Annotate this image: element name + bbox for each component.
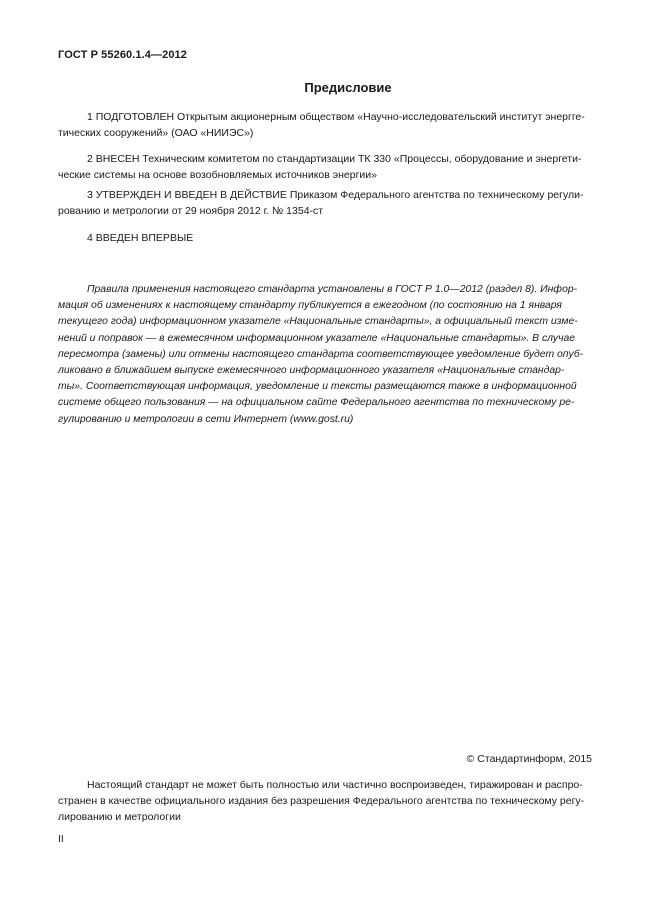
text-line: тических сооружений» (ОАО «НИИЭС») bbox=[58, 127, 254, 139]
text-line: гулированию и метрологии в сети Интернет (www.gost.ru) bbox=[58, 413, 354, 425]
preface-item-1 bbox=[58, 109, 592, 141]
text-line: 4 ВВЕДЕН ВПЕРВЫЕ bbox=[87, 232, 194, 244]
text-line: пересмотра (замены) или отмены настоящего стандарта соответствующее уведомление будет опуб- bbox=[58, 348, 584, 360]
text-line: 1 ПОДГОТОВЛЕН Открытым акционерным обществом «Научно-исследовательский институт энергге- bbox=[87, 111, 585, 123]
text-line: ты». Соответствующая информация, уведомление и тексты размещаются также в информационной bbox=[58, 381, 577, 393]
page-number: II bbox=[58, 833, 64, 845]
document-code: ГОСТ Р 55260.1.4—2012 bbox=[58, 49, 187, 61]
text-line: странен в качестве официального издания без разрешения Федерального агентства по техническому регу- bbox=[58, 795, 585, 807]
text-line: ческие системы на основе возобновляемых источников энергии» bbox=[58, 169, 377, 181]
page-title: Предисловие bbox=[304, 80, 392, 95]
text-line: рованию и метрологии от 29 ноября 2012 г. № 1354-ст bbox=[58, 205, 324, 217]
reproduction-notice bbox=[58, 777, 592, 825]
text-line: мация об изменениях к настоящему стандарту публикуется в ежегодном (по состоянию на 1 января bbox=[58, 300, 562, 312]
text-line: нений и поправок — в ежемесячном информационном указателе «Национальные стандарты». В случае bbox=[58, 332, 576, 344]
notice-paragraph bbox=[58, 282, 592, 428]
text-line: лированию и метрологии bbox=[58, 811, 181, 823]
text-line: системе общего пользования — на официальном сайте Федерального агентства по техническому ре- bbox=[58, 397, 575, 409]
preface-item-2 bbox=[58, 151, 592, 183]
preface-item-3 bbox=[58, 187, 592, 219]
text-line: 2 ВНЕСЕН Техническим комитетом по стандартизации ТК 330 «Процессы, оборудование и энергети- bbox=[87, 153, 582, 165]
text-line: 3 УТВЕРЖДЕН И ВВЕДЕН В ДЕЙСТВИЕ Приказом Федерального агентства по техническому регули- bbox=[87, 189, 584, 201]
preface-item-4 bbox=[58, 230, 592, 246]
text-line: ликовано в ближайшем выпуске ежемесячного информационного указателя «Национальные стандар- bbox=[58, 365, 565, 377]
text-line: Правила применения настоящего стандарта установлены в ГОСТ Р 1.0—2012 (раздел 8). Инфор- bbox=[87, 284, 578, 295]
copyright-notice: © Стандартинформ, 2015 bbox=[466, 753, 592, 765]
text-line: текущего года) информационном указателе «Национальные стандарты», а официальный текст изме- bbox=[58, 316, 578, 328]
text-line: Настоящий стандарт не может быть полностью или частично воспроизведен, тиражирован и распро- bbox=[87, 779, 583, 791]
